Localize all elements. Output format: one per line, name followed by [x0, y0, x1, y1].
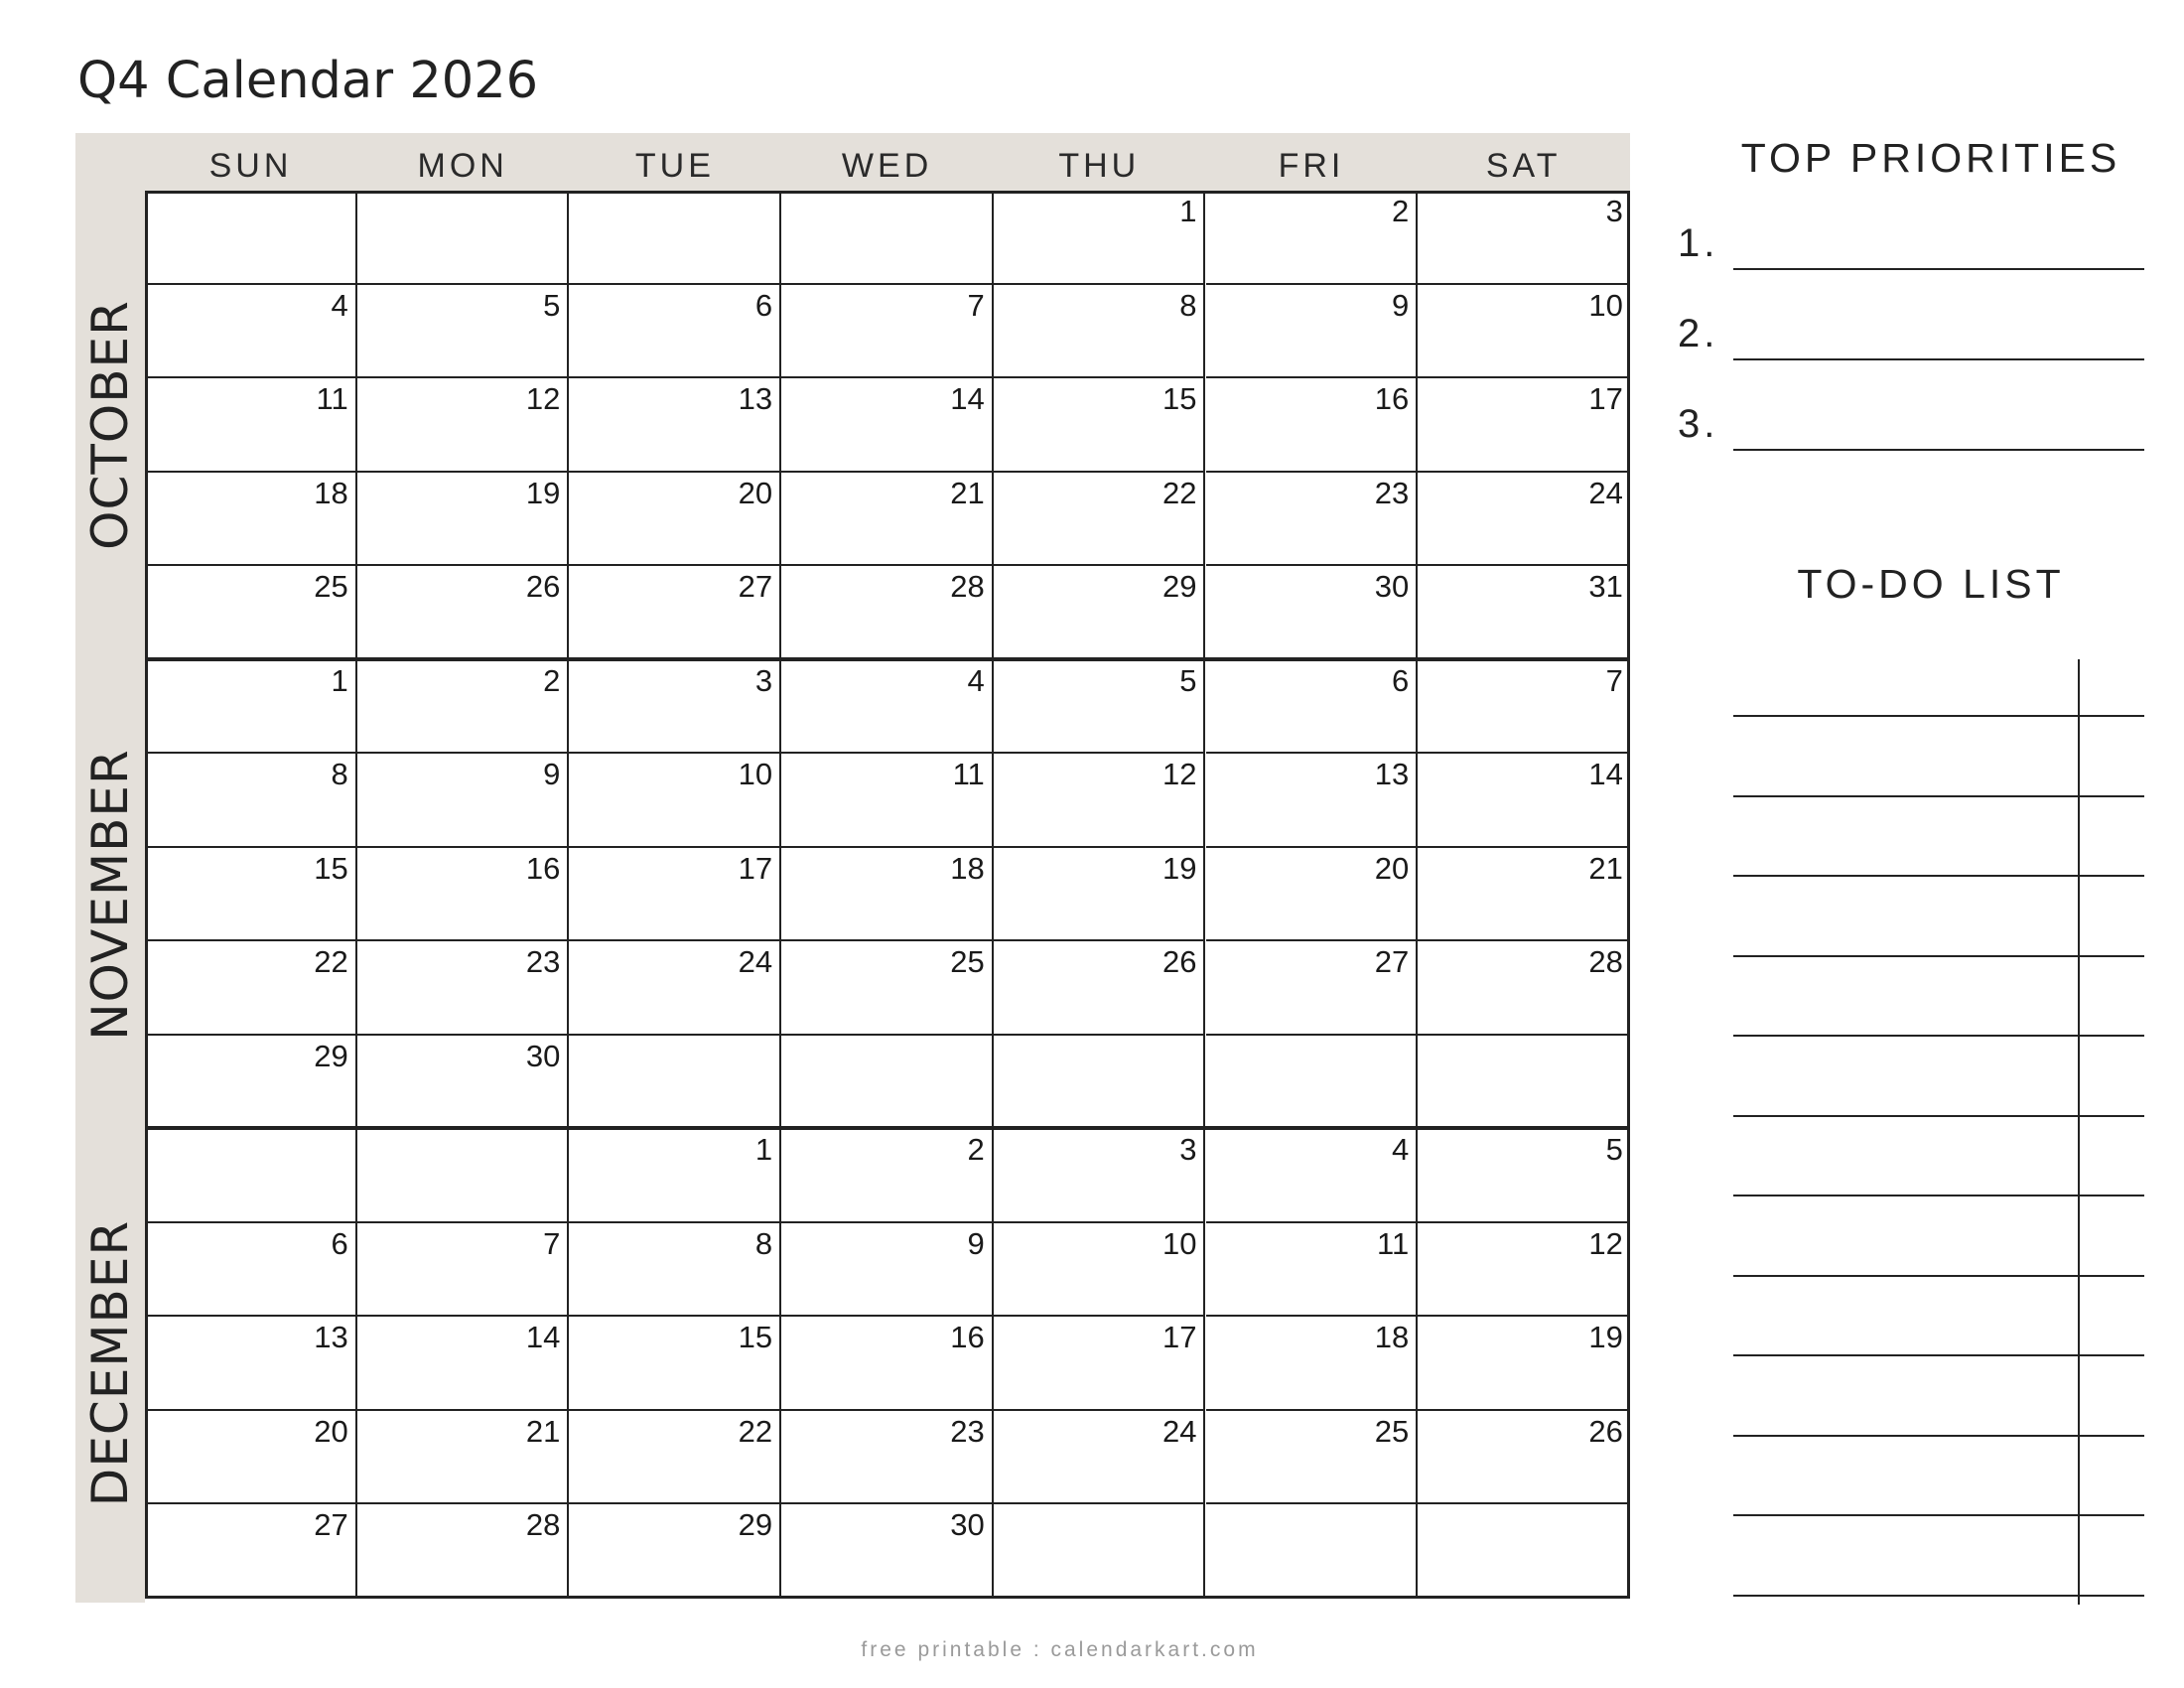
- day-number: 7: [543, 1225, 561, 1261]
- day-number: 14: [1588, 757, 1623, 791]
- day-cell-december-21[interactable]: [357, 1411, 570, 1505]
- day-number: 16: [525, 850, 561, 886]
- day-number: 6: [331, 1225, 348, 1261]
- day-cell-december-1[interactable]: [569, 1129, 781, 1223]
- month-label-december: DECEMBER: [81, 1220, 139, 1507]
- day-number: 27: [738, 569, 773, 604]
- day-cell-december-17[interactable]: [994, 1317, 1206, 1411]
- day-cell-october-10[interactable]: [1418, 285, 1630, 379]
- day-cell-october-31[interactable]: [1418, 566, 1630, 660]
- day-cell-december-10[interactable]: [994, 1223, 1206, 1318]
- day-number: 22: [1162, 475, 1197, 510]
- day-number: 8: [1179, 287, 1197, 323]
- day-number: 22: [314, 944, 348, 979]
- day-number: 23: [1374, 475, 1410, 510]
- day-cell-december-19[interactable]: [1418, 1317, 1630, 1411]
- day-cell-november-6[interactable]: [1206, 660, 1419, 755]
- day-number: 16: [1374, 381, 1410, 416]
- day-cell-november-empty[interactable]: [569, 1036, 781, 1130]
- page-title: Q4 Calendar 2026: [77, 52, 539, 110]
- day-number: 25: [1374, 1413, 1410, 1449]
- day-cell-november-12[interactable]: [994, 754, 1206, 848]
- day-cell-november-22[interactable]: [145, 941, 357, 1036]
- day-number: 13: [314, 1320, 348, 1354]
- day-cell-december-empty[interactable]: [1206, 1504, 1419, 1599]
- day-cell-december-4[interactable]: [1206, 1129, 1419, 1223]
- day-cell-november-18[interactable]: [781, 848, 994, 942]
- day-number: 19: [525, 475, 561, 510]
- day-cell-october-20[interactable]: [569, 473, 781, 567]
- day-cell-november-8[interactable]: [145, 754, 357, 848]
- day-cell-december-9[interactable]: [781, 1223, 994, 1318]
- day-cell-december-empty[interactable]: [994, 1504, 1206, 1599]
- day-number: 11: [1377, 1225, 1410, 1261]
- day-cell-november-7[interactable]: [1418, 660, 1630, 755]
- day-cell-november-29[interactable]: [145, 1036, 357, 1130]
- day-number: 12: [1162, 757, 1197, 791]
- footer-credit: free printable : calendarkart.com: [861, 1638, 1259, 1661]
- day-cell-november-2[interactable]: [357, 660, 570, 755]
- day-cell-october-6[interactable]: [569, 285, 781, 379]
- day-cell-october-23[interactable]: [1206, 473, 1419, 567]
- weekday-sun: SUN: [208, 147, 293, 185]
- day-cell-october-28[interactable]: [781, 566, 994, 660]
- day-cell-october-14[interactable]: [781, 378, 994, 473]
- day-number: 20: [738, 475, 773, 510]
- day-cell-november-empty[interactable]: [994, 1036, 1206, 1130]
- weekday-fri: FRI: [1278, 147, 1345, 185]
- top-priorities-title: TOP PRIORITIES: [1740, 135, 2121, 181]
- priority-number: 2.: [1678, 312, 1719, 355]
- day-number: 4: [331, 287, 348, 323]
- day-cell-december-22[interactable]: [569, 1411, 781, 1505]
- day-cell-november-20[interactable]: [1206, 848, 1419, 942]
- day-cell-december-14[interactable]: [357, 1317, 570, 1411]
- day-number: 27: [314, 1507, 348, 1542]
- day-cell-december-8[interactable]: [569, 1223, 781, 1318]
- day-cell-october-2[interactable]: [1206, 191, 1419, 285]
- day-cell-december-25[interactable]: [1206, 1411, 1419, 1505]
- day-number: 25: [950, 944, 985, 979]
- day-cell-november-empty[interactable]: [1418, 1036, 1630, 1130]
- todo-item-line[interactable]: [1733, 955, 2144, 957]
- day-number: 6: [1391, 662, 1410, 698]
- day-cell-november-27[interactable]: [1206, 941, 1419, 1036]
- day-number: 1: [1179, 194, 1197, 228]
- day-number: 28: [950, 569, 985, 604]
- day-cell-october-9[interactable]: [1206, 285, 1419, 379]
- day-number: 7: [967, 287, 985, 323]
- day-number: 28: [1588, 944, 1623, 979]
- day-number: 28: [525, 1507, 561, 1542]
- day-number: 1: [754, 1132, 773, 1167]
- day-number: 24: [1162, 1413, 1197, 1449]
- day-cell-october-empty[interactable]: [357, 191, 570, 285]
- priority-write-line: [1733, 358, 2144, 360]
- day-number: 5: [543, 287, 561, 323]
- priority-item[interactable]: [1678, 301, 2144, 360]
- day-cell-october-8[interactable]: [994, 285, 1206, 379]
- day-number: 13: [1374, 757, 1410, 791]
- day-number: 2: [1391, 194, 1410, 228]
- day-number: 12: [525, 381, 561, 416]
- day-number: 17: [1588, 381, 1623, 416]
- todo-list-title: TO-DO LIST: [1797, 561, 2065, 607]
- day-number: 30: [1374, 569, 1410, 604]
- priority-write-line: [1733, 449, 2144, 451]
- day-cell-october-24[interactable]: [1418, 473, 1630, 567]
- day-number: 25: [314, 569, 348, 604]
- day-number: 9: [543, 757, 561, 791]
- day-cell-october-13[interactable]: [569, 378, 781, 473]
- todo-item-line[interactable]: [1733, 1514, 2144, 1516]
- day-cell-october-15[interactable]: [994, 378, 1206, 473]
- day-cell-november-9[interactable]: [357, 754, 570, 848]
- todo-item-line[interactable]: [1733, 715, 2144, 717]
- day-cell-december-24[interactable]: [994, 1411, 1206, 1505]
- todo-checkbox-divider: [2078, 659, 2080, 1605]
- day-number: 18: [1374, 1320, 1410, 1354]
- day-cell-october-16[interactable]: [1206, 378, 1419, 473]
- day-cell-november-21[interactable]: [1418, 848, 1630, 942]
- day-cell-october-4[interactable]: [145, 285, 357, 379]
- day-number: 4: [1391, 1132, 1410, 1167]
- day-cell-november-4[interactable]: [781, 660, 994, 755]
- day-cell-november-23[interactable]: [357, 941, 570, 1036]
- month-label-november: NOVEMBER: [81, 749, 139, 1041]
- priority-item[interactable]: [1678, 391, 2144, 451]
- day-number: 18: [950, 850, 985, 886]
- day-number: 20: [314, 1413, 348, 1449]
- day-cell-october-17[interactable]: [1418, 378, 1630, 473]
- priority-number: 3.: [1678, 402, 1719, 446]
- day-cell-december-empty[interactable]: [1418, 1504, 1630, 1599]
- day-cell-november-25[interactable]: [781, 941, 994, 1036]
- day-cell-november-16[interactable]: [357, 848, 570, 942]
- day-cell-december-27[interactable]: [145, 1504, 357, 1599]
- day-cell-november-28[interactable]: [1418, 941, 1630, 1036]
- day-number: 29: [738, 1507, 773, 1542]
- day-number: 29: [314, 1038, 348, 1073]
- day-cell-december-5[interactable]: [1418, 1129, 1630, 1223]
- day-cell-november-14[interactable]: [1418, 754, 1630, 848]
- day-number: 10: [1162, 1225, 1197, 1261]
- day-cell-december-28[interactable]: [357, 1504, 570, 1599]
- day-number: 23: [525, 944, 561, 979]
- day-number: 10: [1588, 287, 1623, 323]
- day-cell-november-1[interactable]: [145, 660, 357, 755]
- day-cell-november-30[interactable]: [357, 1036, 570, 1130]
- day-number: 30: [950, 1507, 985, 1542]
- todo-item-line[interactable]: [1733, 1115, 2144, 1117]
- day-cell-october-3[interactable]: [1418, 191, 1630, 285]
- day-number: 11: [952, 757, 985, 791]
- day-cell-december-12[interactable]: [1418, 1223, 1630, 1318]
- day-number: 6: [754, 287, 773, 323]
- day-cell-november-5[interactable]: [994, 660, 1206, 755]
- month-label-october: OCTOBER: [81, 300, 139, 551]
- day-number: 14: [950, 381, 985, 416]
- day-number: 19: [1162, 850, 1197, 886]
- day-number: 2: [543, 662, 561, 698]
- day-number: 20: [1374, 850, 1410, 886]
- day-number: 5: [1179, 662, 1197, 698]
- day-cell-november-empty[interactable]: [781, 1036, 994, 1130]
- day-cell-october-26[interactable]: [357, 566, 570, 660]
- day-number: 24: [1588, 475, 1623, 510]
- weekday-wed: WED: [841, 147, 933, 185]
- day-cell-november-empty[interactable]: [1206, 1036, 1419, 1130]
- day-cell-october-30[interactable]: [1206, 566, 1419, 660]
- day-cell-october-12[interactable]: [357, 378, 570, 473]
- day-cell-november-10[interactable]: [569, 754, 781, 848]
- day-number: 15: [1162, 381, 1197, 416]
- day-cell-october-empty[interactable]: [781, 191, 994, 285]
- day-number: 8: [754, 1225, 773, 1261]
- day-number: 24: [738, 944, 773, 979]
- month-separator: [145, 657, 1630, 661]
- day-cell-october-25[interactable]: [145, 566, 357, 660]
- priority-item[interactable]: [1678, 211, 2144, 270]
- day-number: 3: [1179, 1132, 1197, 1167]
- day-number: 27: [1374, 944, 1410, 979]
- day-cell-november-26[interactable]: [994, 941, 1206, 1036]
- weekday-sat: SAT: [1485, 147, 1562, 185]
- day-number: 7: [1605, 662, 1623, 698]
- day-cell-november-24[interactable]: [569, 941, 781, 1036]
- weekday-tue: TUE: [634, 147, 715, 185]
- day-number: 4: [967, 662, 985, 698]
- day-cell-december-empty[interactable]: [145, 1129, 357, 1223]
- day-cell-december-6[interactable]: [145, 1223, 357, 1318]
- day-number: 26: [525, 569, 561, 604]
- day-cell-november-19[interactable]: [994, 848, 1206, 942]
- day-number: 16: [950, 1320, 985, 1354]
- day-cell-october-22[interactable]: [994, 473, 1206, 567]
- day-number: 12: [1588, 1225, 1623, 1261]
- day-cell-october-19[interactable]: [357, 473, 570, 567]
- day-number: 10: [738, 757, 773, 791]
- calendar-grid: [145, 191, 1630, 1599]
- day-cell-december-18[interactable]: [1206, 1317, 1419, 1411]
- day-cell-december-7[interactable]: [357, 1223, 570, 1318]
- weekday-thu: THU: [1058, 147, 1141, 185]
- day-number: 29: [1162, 569, 1197, 604]
- priority-write-line: [1733, 268, 2144, 270]
- day-number: 18: [314, 475, 348, 510]
- day-cell-december-13[interactable]: [145, 1317, 357, 1411]
- day-number: 9: [967, 1225, 985, 1261]
- day-number: 19: [1588, 1320, 1623, 1354]
- weekday-mon: MON: [417, 147, 508, 185]
- day-number: 14: [525, 1320, 561, 1354]
- day-cell-november-3[interactable]: [569, 660, 781, 755]
- day-cell-december-30[interactable]: [781, 1504, 994, 1599]
- day-cell-october-18[interactable]: [145, 473, 357, 567]
- day-cell-december-16[interactable]: [781, 1317, 994, 1411]
- day-number: 22: [738, 1413, 773, 1449]
- day-cell-december-23[interactable]: [781, 1411, 994, 1505]
- day-number: 21: [1588, 850, 1623, 886]
- todo-item-line[interactable]: [1733, 1354, 2144, 1356]
- day-number: 15: [738, 1320, 773, 1354]
- day-cell-december-empty[interactable]: [357, 1129, 570, 1223]
- day-number: 21: [950, 475, 985, 510]
- day-number: 13: [738, 381, 773, 416]
- day-number: 26: [1588, 1413, 1623, 1449]
- day-cell-october-7[interactable]: [781, 285, 994, 379]
- day-cell-october-empty[interactable]: [569, 191, 781, 285]
- day-cell-november-17[interactable]: [569, 848, 781, 942]
- todo-item-line[interactable]: [1733, 795, 2144, 797]
- todo-item-line[interactable]: [1733, 875, 2144, 877]
- todo-item-line[interactable]: [1733, 1435, 2144, 1437]
- day-cell-october-5[interactable]: [357, 285, 570, 379]
- todo-item-line[interactable]: [1733, 1195, 2144, 1196]
- day-cell-november-13[interactable]: [1206, 754, 1419, 848]
- day-cell-october-11[interactable]: [145, 378, 357, 473]
- day-cell-october-29[interactable]: [994, 566, 1206, 660]
- day-cell-november-15[interactable]: [145, 848, 357, 942]
- todo-item-line[interactable]: [1733, 1595, 2144, 1597]
- day-cell-december-20[interactable]: [145, 1411, 357, 1505]
- day-cell-december-29[interactable]: [569, 1504, 781, 1599]
- day-number: 23: [950, 1413, 985, 1449]
- day-cell-december-26[interactable]: [1418, 1411, 1630, 1505]
- day-number: 11: [316, 381, 348, 416]
- month-separator: [145, 1126, 1630, 1130]
- day-cell-december-3[interactable]: [994, 1129, 1206, 1223]
- day-cell-november-11[interactable]: [781, 754, 994, 848]
- day-number: 3: [1605, 194, 1623, 228]
- day-number: 21: [525, 1413, 561, 1449]
- day-number: 17: [738, 850, 773, 886]
- todo-item-line[interactable]: [1733, 1035, 2144, 1037]
- day-number: 9: [1391, 287, 1410, 323]
- day-number: 31: [1588, 569, 1623, 604]
- day-cell-december-11[interactable]: [1206, 1223, 1419, 1318]
- day-cell-december-15[interactable]: [569, 1317, 781, 1411]
- day-number: 15: [314, 850, 348, 886]
- day-number: 17: [1162, 1320, 1197, 1354]
- day-cell-october-1[interactable]: [994, 191, 1206, 285]
- priority-number: 1.: [1678, 221, 1719, 265]
- day-cell-october-27[interactable]: [569, 566, 781, 660]
- day-number: 2: [967, 1132, 985, 1167]
- day-cell-october-21[interactable]: [781, 473, 994, 567]
- day-cell-october-empty[interactable]: [145, 191, 357, 285]
- day-number: 26: [1162, 944, 1197, 979]
- day-number: 5: [1605, 1132, 1623, 1167]
- day-number: 1: [331, 662, 348, 698]
- day-number: 8: [331, 757, 348, 791]
- day-number: 30: [525, 1038, 561, 1073]
- day-cell-december-2[interactable]: [781, 1129, 994, 1223]
- todo-item-line[interactable]: [1733, 1275, 2144, 1277]
- day-number: 3: [754, 662, 773, 698]
